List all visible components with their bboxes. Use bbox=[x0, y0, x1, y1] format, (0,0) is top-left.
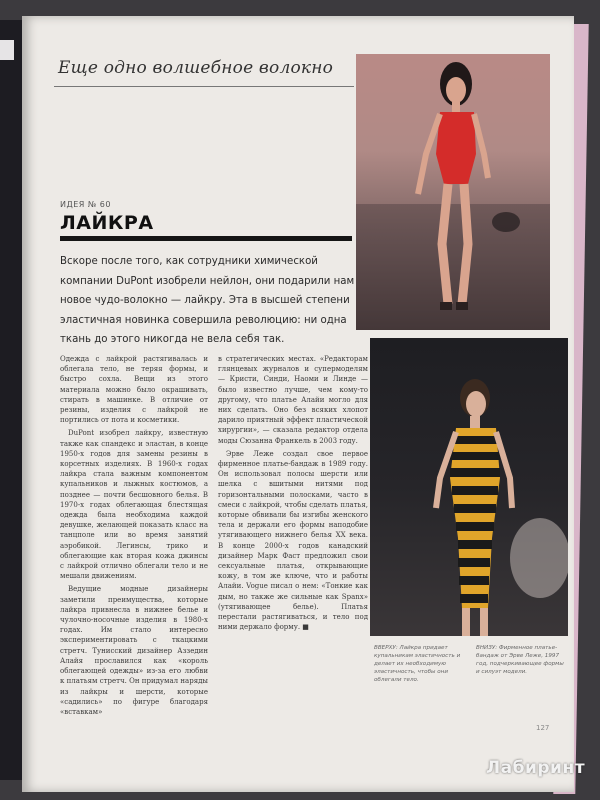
paragraph: в стратегических местах. «Редакторам глянцевых журналов и супермоделям — Кристи, Синди, Наоми и Линде — было известно лучше, чем кому-то другому, что платье Алайи могло для них сделать. Оно без всяких хлопот дарило приятный эффект пластической хирургии», — сказала редактор отдела моды Сюзанна Франкель в 2003 году. bbox=[218, 355, 368, 445]
text-column-2 bbox=[218, 354, 368, 635]
title-bar bbox=[60, 236, 352, 241]
swimsuit-photo bbox=[356, 54, 550, 330]
page-number: 127 bbox=[536, 724, 550, 732]
paragraph: DuPont изобрел лайкру, известную также как спандекс и эластан, в конце 1950-х годов для замены резины в корсетных изделиях. В 1960-х годах лайкра стала важным компонентом купальников и лыжных костюмов, а позднее — почти бесшовного белья. В 1970-х годах облегающая блестящая одежда была необходима каждой девушке, желающей показать класс на танцполе или во время занятий аэробикой. Легинсы, трико и облегающие как вторая кожа джинсы с лайкрой отлично облегали тело и не мешали движениям. bbox=[60, 429, 208, 581]
article-title: ЛАЙКРА bbox=[60, 212, 154, 234]
idea-number: ИДЕЯ № 60 bbox=[60, 200, 111, 209]
caption-top: ВВЕРХУ: Лайкра придает купальникам эластичность и делает их необходимую эластичность, чтобы они облегали тело. bbox=[374, 645, 461, 683]
lead-paragraph: Вскоре после того, как сотрудники химической компании DuPont изобрели нейлон, они подарили нам новое чудо-волокно — лайкру. Эта в высшей степени эластичная новинка совершила революцию: ни одна ткань до этого никогда не вела себя так. bbox=[60, 256, 355, 345]
paragraph: Эрве Леже создал свое первое фирменное платье-бандаж в 1989 году. Он использовал полосы шерсти или шелка с вшитыми нитями под горизонтальными полосками, часто в смеси с лайкрой, чтобы сделать платья, которые обвивали бы изгибы женского тела и держали его формы наподобие утягивающего нижнего белья XX века. В конце 2000-х годов канадский дизайнер Марк Фаст предложил свои сексуальные платья, открывающие кожу, в том же ключе, что и работы Алайи. Vogue писал о нем: «Тонкие как дым, но также же сильные как Spanx» (утягивающее белье). Платья перестали растягиваться, и тело под ними держало форму. ■ bbox=[218, 449, 368, 632]
text-column-1 bbox=[60, 354, 208, 720]
left-page-tab bbox=[0, 40, 14, 60]
paragraph: Ведущие модные дизайнеры заметили преимущества, которые лайкра привнесла в нижнее белье и чулочно-носочные изделия в 1980-х годах. Им стало интересно экспериментировать с ткацкими стретч. Тунисский дизайнер Аззедин Алайя прославился как «король облегающей одежды» из-за его любви к платьям стретч. Он придумал наряды из лайкры и шерсти, которые «садились» по фигуре благодаря «вставкам» bbox=[60, 585, 208, 716]
header-rule bbox=[54, 86, 354, 87]
bandage-dress-photo bbox=[370, 338, 568, 636]
paragraph: Одежда с лайкрой растягивалась и облегала тело, не теряя формы, и быстро сохла. Вещи из этого материала можно было окрашивать, стирать в машинке. В отличие от резины, изделия с лайкрой не портились от пота и косметики. bbox=[60, 355, 208, 425]
section-title: Еще одно волшебное волокно bbox=[58, 58, 334, 78]
book-page bbox=[22, 16, 574, 792]
watermark: Лабиринт bbox=[486, 758, 586, 778]
caption-bottom: ВНИЗУ: Фирменное платье-бандаж от Эрве Леже, 1997 год, подчеркивающее формы и силуэт модели. bbox=[476, 645, 564, 675]
